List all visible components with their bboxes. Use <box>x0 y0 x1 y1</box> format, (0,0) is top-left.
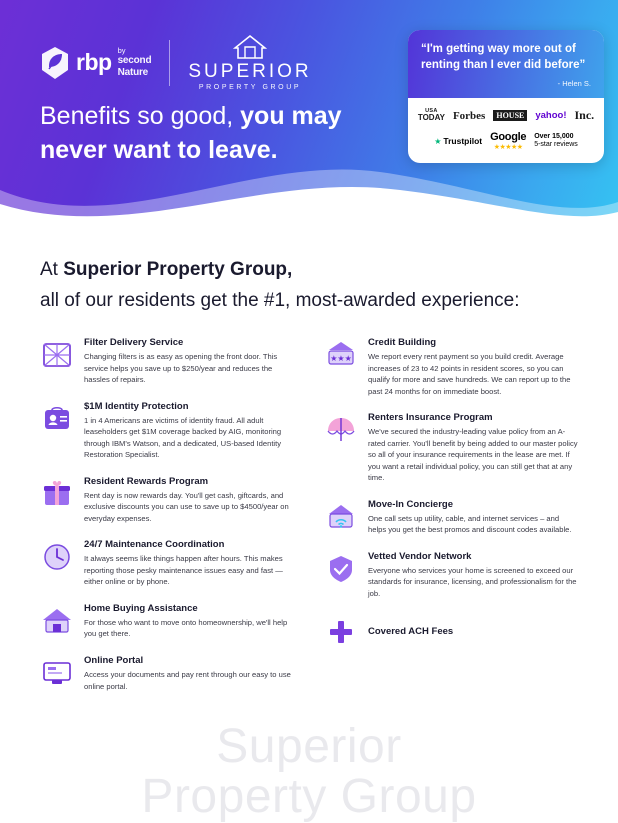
watermark-line-2: Property Group <box>141 770 477 823</box>
main-heading-line-2: all of our residents get the #1, most-awarded experience: <box>40 289 520 311</box>
move-in-concierge-icon <box>324 500 358 534</box>
logo-divider <box>169 40 170 86</box>
benefit-title: $1M Identity Protection <box>84 400 189 412</box>
rbp-byline-big: second <box>117 55 152 67</box>
superior-wordmark: SUPERIOR <box>188 61 312 82</box>
hero-wave-decoration-2 <box>0 164 618 232</box>
online-portal-icon <box>40 656 74 690</box>
identity-shield-icon <box>40 402 74 436</box>
trustpilot-label: Trustpilot <box>443 136 483 147</box>
logo-row <box>40 34 312 91</box>
benefits-columns <box>40 337 578 707</box>
rbp-byline-big2: Nature <box>117 66 149 78</box>
benefit-title: Move-In Concierge <box>368 498 453 510</box>
benefit-description: We report every rent payment so you build credit. Average increases of 23 to 42 points in resident scores, so you can qualify for more and save hundreds. We can report up to the past 24 months for on immediate boost. <box>368 352 571 396</box>
benefit-title: Resident Rewards Program <box>84 475 209 487</box>
press-logos-row-1 <box>418 108 594 123</box>
press-logo-forbes: Forbes <box>452 109 486 122</box>
press-logo-trustpilot <box>434 136 482 146</box>
google-stars-icon: ★★★★★ <box>493 143 523 151</box>
benefit-title: Vetted Vendor Network <box>368 550 472 562</box>
trustpilot-star-icon: ★ <box>434 136 441 146</box>
benefit-title: Covered ACH Fees <box>368 625 454 637</box>
rbp-leaf-icon <box>40 46 70 80</box>
benefit-description: It always seems like things happen after hours. This makes reporting those pesky maintenance issues easy and fast — either online or by phone. <box>84 554 283 587</box>
press-logo-house: HOUSE <box>493 110 527 121</box>
main-heading-bold: Superior Property Group, <box>63 259 293 280</box>
main-content <box>0 232 618 823</box>
superior-property-group-logo <box>188 34 311 91</box>
rbp-byline <box>118 47 152 79</box>
benefit-item <box>324 499 578 536</box>
benefit-item <box>324 337 578 397</box>
press-logo-inc: Inc. <box>574 108 595 123</box>
benefit-item <box>40 401 294 461</box>
benefit-item <box>40 476 294 525</box>
press-logos-row-2 <box>418 132 594 151</box>
press-logo-yahoo: yahoo! <box>535 110 567 122</box>
air-filter-icon <box>40 338 74 372</box>
benefits-right-column <box>324 337 578 707</box>
superior-subtitle: PROPERTY GROUP <box>198 84 302 91</box>
hero-headline-bold2: never want to leave. <box>40 135 278 164</box>
benefit-description: Access your documents and pay rent through our easy to use online portal. <box>84 669 291 691</box>
testimonial-quote-block <box>408 30 604 98</box>
google-label: Google <box>490 131 527 144</box>
benefit-title: 24/7 Maintenance Coordination <box>84 539 225 551</box>
plus-icon <box>324 615 358 649</box>
testimonial-card <box>408 30 604 163</box>
benefit-item <box>40 337 294 386</box>
press-logo-usa-today: USA TODAY <box>417 107 445 123</box>
hero-headline-light: Benefits so good, <box>40 102 241 130</box>
benefit-item <box>324 614 578 649</box>
press-logo-google <box>490 132 526 151</box>
rbp-byline-small: by <box>117 45 126 55</box>
benefit-item <box>40 539 294 588</box>
main-heading-line-1 <box>40 256 578 285</box>
watermark <box>0 722 618 823</box>
hero-headline-bold1: you may <box>240 102 342 130</box>
benefit-item <box>40 603 294 640</box>
house-icon <box>233 34 267 60</box>
benefit-description: 1 in 4 Americans are victims of identity fraud. All adult leaseholders get $1M coverage backed by AIG, monitoring through IBM's Watson, and a dedicated, US-based Identity Restoration Specialist. <box>84 415 282 460</box>
vetted-vendor-icon <box>324 552 358 586</box>
press-logos <box>408 98 604 163</box>
benefit-title: Credit Building <box>368 337 437 348</box>
benefit-description: One call sets up utility, cable, and internet services – and helps you get the best promos and discount codes available. <box>368 513 572 535</box>
rewards-gift-icon <box>40 477 74 511</box>
benefit-title: Online Portal <box>84 654 144 666</box>
benefit-description: For those who want to move onto homeownership, we'll help you get there. <box>84 617 288 639</box>
reviews-count-block <box>534 133 578 151</box>
benefit-item <box>324 412 578 484</box>
hero-headline <box>40 100 400 168</box>
benefit-description: We've secured the industry-leading value policy from an A-rated carrier. You'll benefit by being added to our master policy so all of your insurance requirements in the lease are met. If you want a retail individual policy, you can still get that at any time. <box>368 427 578 483</box>
benefits-left-column <box>40 337 294 707</box>
rbp-logo <box>40 46 151 80</box>
home-buying-icon <box>40 604 74 638</box>
reviews-label: 5-star reviews <box>534 141 578 149</box>
reviews-count: Over 15,000 <box>534 132 574 140</box>
renters-insurance-icon <box>324 413 358 447</box>
benefit-description: Rent day is now rewards day. You'll get cash, giftcards, and exclusive discounts you can use to save up to $4500/year on everyday expenses. <box>84 490 289 523</box>
clock-maintenance-icon <box>40 540 74 574</box>
hero-banner <box>0 0 618 232</box>
testimonial-attribution: - Helen S. <box>557 79 591 89</box>
benefit-item <box>324 551 578 600</box>
benefit-title: Home Buying Assistance <box>84 602 198 614</box>
svg-text:★★★: ★★★ <box>330 354 352 363</box>
benefit-description: Everyone who services your home is screened to exceed our standards for insurance, licensing, and professionalism for the job. <box>368 565 577 598</box>
benefit-item <box>40 655 294 692</box>
watermark-line-1: Superior <box>216 720 402 773</box>
rbp-wordmark: rbp <box>76 49 112 75</box>
benefit-title: Filter Delivery Service <box>84 337 184 348</box>
benefit-description: Changing filters is as easy as opening the front door. This service helps you save up to $250/year and reduces the hassles of repairs. <box>84 352 278 385</box>
testimonial-quote: “I'm getting way more out of renting than I ever did before” <box>421 43 586 71</box>
credit-building-icon <box>324 338 358 372</box>
benefit-title: Renters Insurance Program <box>368 412 493 424</box>
main-heading-light: At <box>40 259 64 280</box>
